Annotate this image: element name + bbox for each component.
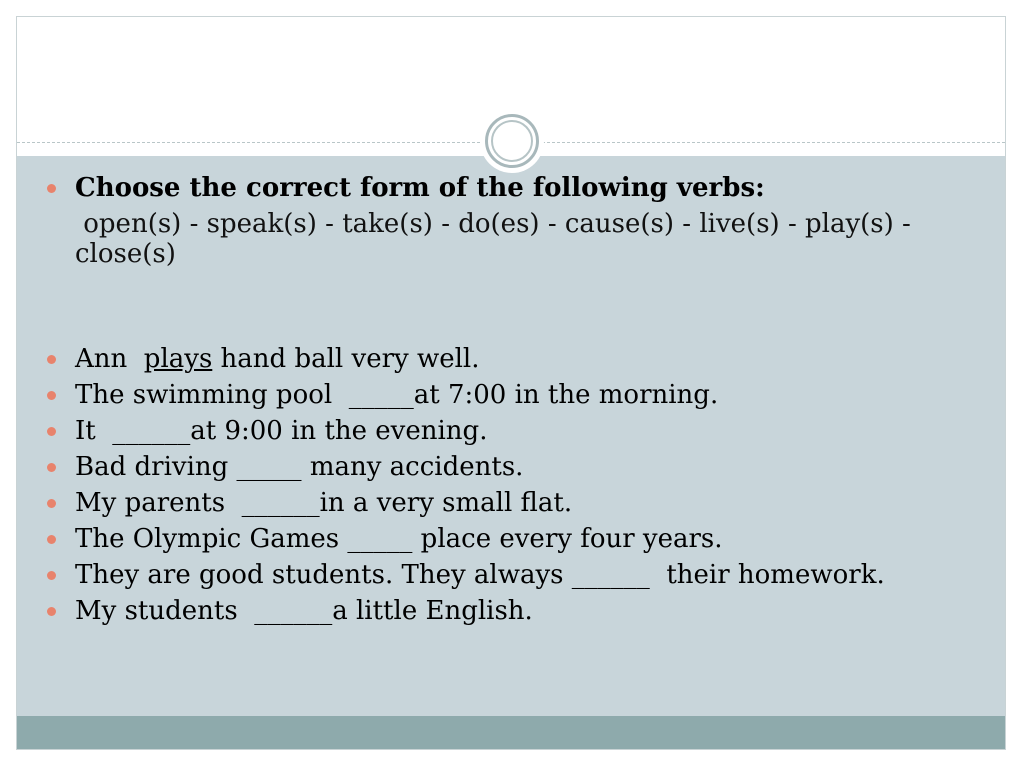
bullet-icon [47, 463, 56, 472]
exercise-item-5: My parents ______in a very small flat. [75, 488, 573, 518]
bullet-icon [47, 499, 56, 508]
bullet-icon [47, 391, 56, 400]
bullet-icon [47, 184, 56, 193]
exercise-item-3: It ______at 9:00 in the evening. [75, 416, 488, 446]
verb-list-line-2: close(s) [75, 239, 176, 269]
exercise-1-after: hand ball very well. [212, 344, 480, 374]
exercise-1-answer: plays [143, 344, 213, 374]
bullet-icon [47, 355, 56, 364]
exercise-heading: Choose the correct form of the following verbs: [75, 173, 765, 203]
bullet-icon [47, 571, 56, 580]
verb-list-line-1: open(s) - speak(s) - take(s) - do(es) - cause(s) - live(s) - play(s) - [75, 209, 911, 239]
exercise-1-before: Ann [75, 344, 144, 374]
exercise-item-2: The swimming pool _____at 7:00 in the morning. [75, 380, 719, 410]
exercise-item-8: My students ______a little English. [75, 596, 533, 626]
footer-bar [17, 716, 1005, 749]
bullet-icon [47, 535, 56, 544]
exercise-item-1 [75, 344, 480, 374]
decorative-circle-inner [491, 120, 533, 162]
bullet-icon [47, 427, 56, 436]
exercise-item-4: Bad driving _____ many accidents. [75, 452, 524, 482]
exercise-item-6: The Olympic Games _____ place every four years. [75, 524, 723, 554]
bullet-icon [47, 607, 56, 616]
exercise-item-7: They are good students. They always ______ their homework. [75, 560, 885, 590]
